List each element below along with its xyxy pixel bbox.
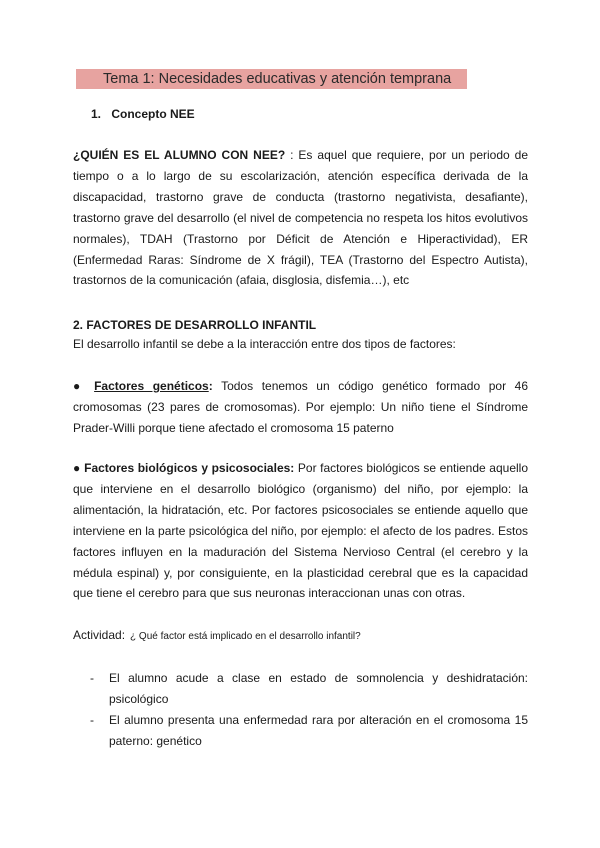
dash-icon: -	[90, 671, 94, 685]
section-1-heading	[91, 107, 195, 122]
document-title: Tema 1: Necesidades educativas y atención temprana	[76, 69, 467, 89]
list-item	[73, 710, 528, 752]
nee-definition-paragraph	[73, 145, 528, 291]
section-1-number: 1.	[91, 107, 102, 121]
activity-label: Actividad:	[73, 628, 126, 642]
nee-definition-text: : Es aquel que requiere, por un periodo de tiempo o a lo largo de su escolarización, atención específica derivada de la discapacidad, trastorno grave de conducta (trastorno negativista, desafiante), trastorno grave del desarrollo (el nivel de competencia no respeta los hitos evolutivos normales), TDAH (Trastorno por Déficit de Atención e Hiperactividad), ER (Enfermedad Raras: Síndrome de X frágil), TEA (Trastorno del Espectro Autista), trastornos de la comunicación (afaia, disglosia, disfemia…), etc	[73, 148, 528, 288]
genetic-factors-label-text: Factores genéticos	[94, 379, 209, 393]
section-2-heading: 2. FACTORES DE DESARROLLO INFANTIL	[73, 318, 317, 332]
bullet-icon: ●	[73, 461, 81, 475]
section-1-title: Concepto NEE	[111, 107, 195, 121]
list-item	[73, 668, 528, 710]
section-2-intro: El desarrollo infantil se debe a la interacción entre dos tipos de factores:	[73, 337, 456, 351]
bio-psychosocial-label: Factores biológicos y psicosociales:	[84, 461, 295, 475]
genetic-factors-label-colon: :	[208, 379, 213, 393]
bio-psychosocial-factors-paragraph	[73, 458, 528, 604]
activity-question: ¿ Qué factor está implicado en el desarrollo infantil?	[130, 631, 361, 642]
genetic-factors-text: Todos tenemos un código genético formado por 46 cromosomas (23 pares de cromosomas). Por ejemplo: Un niño tiene el Síndrome Prader-Willi porque tiene afectado el cromosoma 15 paterno	[73, 379, 529, 435]
nee-question: ¿QUIÉN ES EL ALUMNO CON NEE?	[73, 148, 286, 162]
answer-text: El alumno acude a clase en estado de somnolencia y deshidratación: psicológico	[109, 671, 528, 706]
answer-text: El alumno presenta una enfermedad rara por alteración en el cromosoma 15 paterno: genético	[109, 712, 528, 748]
bio-psychosocial-text: Por factores biológicos se entiende aquello que interviene en el desarrollo biológico (organismo) del niño, por ejemplo: la alimentación, la hidratación, etc. Por factores psicosociales se entiende aquello que interviene en la parte psicológica del niño, por ejemplo: el afecto de los padres. Estos factores influyen en la maduración del Sistema Nervioso Central (el cerebro y la médula espinal) y, por consiguiente, en la plasticidad cerebral que es la capacidad que tiene el cerebro para que sus neuronas interaccionan unas con otras.	[73, 461, 528, 601]
genetic-factors-paragraph	[73, 376, 528, 439]
answers-list	[73, 668, 528, 752]
dash-icon: -	[90, 712, 94, 727]
bullet-icon: ●	[73, 379, 86, 393]
genetic-factors-label	[94, 379, 213, 393]
activity-line	[73, 628, 361, 644]
